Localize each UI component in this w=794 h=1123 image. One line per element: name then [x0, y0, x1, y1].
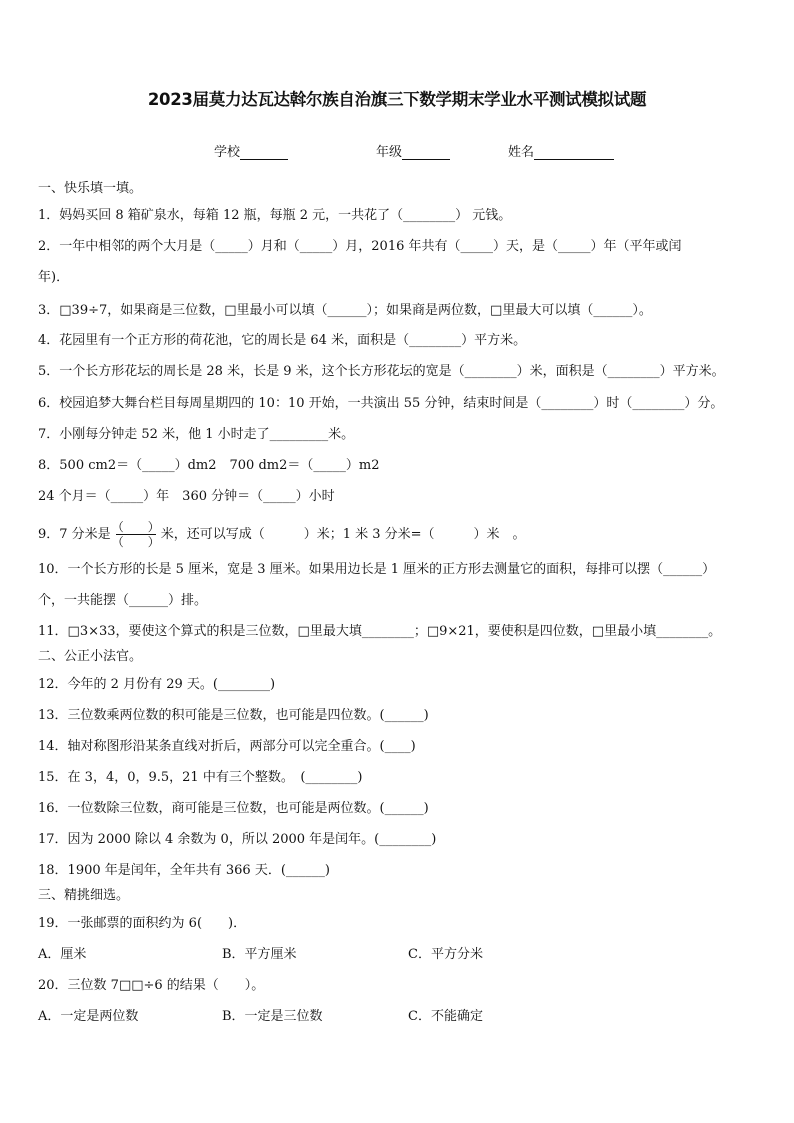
- question-8: 8．500 cm2＝（_____）dm2 700 dm2＝（_____）m2: [38, 458, 380, 473]
- question-10: 10．一个长方形的长是 5 厘米，宽是 3 厘米。如果用边长是 1 厘米的正方形去测量它的面积，每排可以摆（______）: [38, 562, 716, 577]
- grade-field: [376, 141, 450, 160]
- section-heading-3: 三、精挑细选。: [38, 888, 130, 903]
- question-11: 11．□3×33，要使这个算式的积是三位数，□里最大填________；□9×21，要使积是四位数，□里最小填________。: [38, 624, 722, 639]
- question-14: 14．轴对称图形沿某条直线对折后，两部分可以完全重合。(____): [38, 739, 416, 754]
- question-10-continued: 个，一共能摆（______）排。: [38, 593, 208, 608]
- question-16: 16．一位数除三位数，商可能是三位数，也可能是两位数。(______): [38, 801, 429, 816]
- section-heading-2: 二、公正小法官。: [38, 649, 143, 664]
- question-20-option-a[interactable]: A．一定是两位数: [38, 1009, 139, 1024]
- school-label: 学校: [214, 145, 241, 160]
- question-8-continued: 24 个月＝（_____）年 360 分钟＝（_____）小时: [38, 489, 335, 504]
- page-title: 2023届莫力达瓦达斡尔族自治旗三下数学期末学业水平测试模拟试题: [147, 90, 647, 109]
- question-19: 19．一张邮票的面积约为 6( )．: [38, 916, 247, 931]
- question-2-continued: 年)．: [38, 270, 70, 285]
- question-17: 17．因为 2000 除以 4 余数为 0，所以 2000 年是闰年。(________): [38, 832, 437, 847]
- question-9-suffix: 米，还可以写成（ ）米；1 米 3 分米=（ ）米 。: [160, 527, 526, 542]
- grade-blank[interactable]: [402, 145, 450, 160]
- name-blank[interactable]: [534, 145, 614, 160]
- question-15: 15．在 3，4，0，9.5，21 中有三个整数。 (________): [38, 770, 363, 785]
- question-12: 12．今年的 2 月份有 29 天。(________): [38, 677, 276, 692]
- question-9: [38, 520, 526, 550]
- question-5: 5．一个长方形花坛的周长是 28 米，长是 9 米，这个长方形花坛的宽是（________）米，面积是（________）平方米。: [38, 364, 725, 379]
- question-19-option-b[interactable]: B．平方厘米: [222, 947, 297, 962]
- question-20: 20．三位数 7□□÷6 的结果（ ）。: [38, 978, 265, 993]
- school-field: [214, 141, 288, 160]
- section-heading-1: 一、快乐填一填。: [38, 181, 143, 196]
- name-label: 姓名: [508, 145, 535, 160]
- student-info-row: [0, 141, 794, 161]
- school-blank[interactable]: [240, 145, 288, 160]
- question-4: 4．花园里有一个正方形的荷花池，它的周长是 64 米，面积是（________）平方米。: [38, 333, 527, 348]
- name-field: [508, 141, 614, 160]
- question-9-prefix: 9．7 分米是: [38, 527, 111, 542]
- question-1: 1．妈妈买回 8 箱矿泉水，每箱 12 瓶，每瓶 2 元，一共花了（________） 元钱。: [38, 208, 512, 223]
- fraction-blank[interactable]: [112, 520, 160, 549]
- fraction-numerator: （ ）: [111, 520, 160, 534]
- question-19-option-c[interactable]: C．平方分米: [408, 947, 483, 962]
- question-2: 2．一年中相邻的两个大月是（_____）月和（_____）月，2016 年共有（_____）天，是（_____）年（平年或闰: [38, 239, 682, 254]
- grade-label: 年级: [376, 145, 403, 160]
- question-13: 13．三位数乘两位数的积可能是三位数，也可能是四位数。(______): [38, 708, 429, 723]
- question-7: 7．小刚每分钟走 52 米，他 1 小时走了_________米。: [38, 427, 355, 442]
- question-20-option-c[interactable]: C．不能确定: [408, 1009, 483, 1024]
- question-19-option-a[interactable]: A．厘米: [38, 947, 87, 962]
- fraction-denominator: （ ）: [111, 535, 160, 549]
- question-18: 18．1900 年是闰年，全年共有 366 天．(______): [38, 863, 330, 878]
- question-3: 3．□39÷7，如果商是三位数，□里最小可以填（______）；如果商是两位数，□里最大可以填（______）。: [38, 303, 652, 318]
- question-6: 6．校园追梦大舞台栏目每周星期四的 10：10 开始，一共演出 55 分钟，结束时间是（________）时（________）分。: [38, 396, 724, 411]
- question-20-option-b[interactable]: B．一定是三位数: [222, 1009, 323, 1024]
